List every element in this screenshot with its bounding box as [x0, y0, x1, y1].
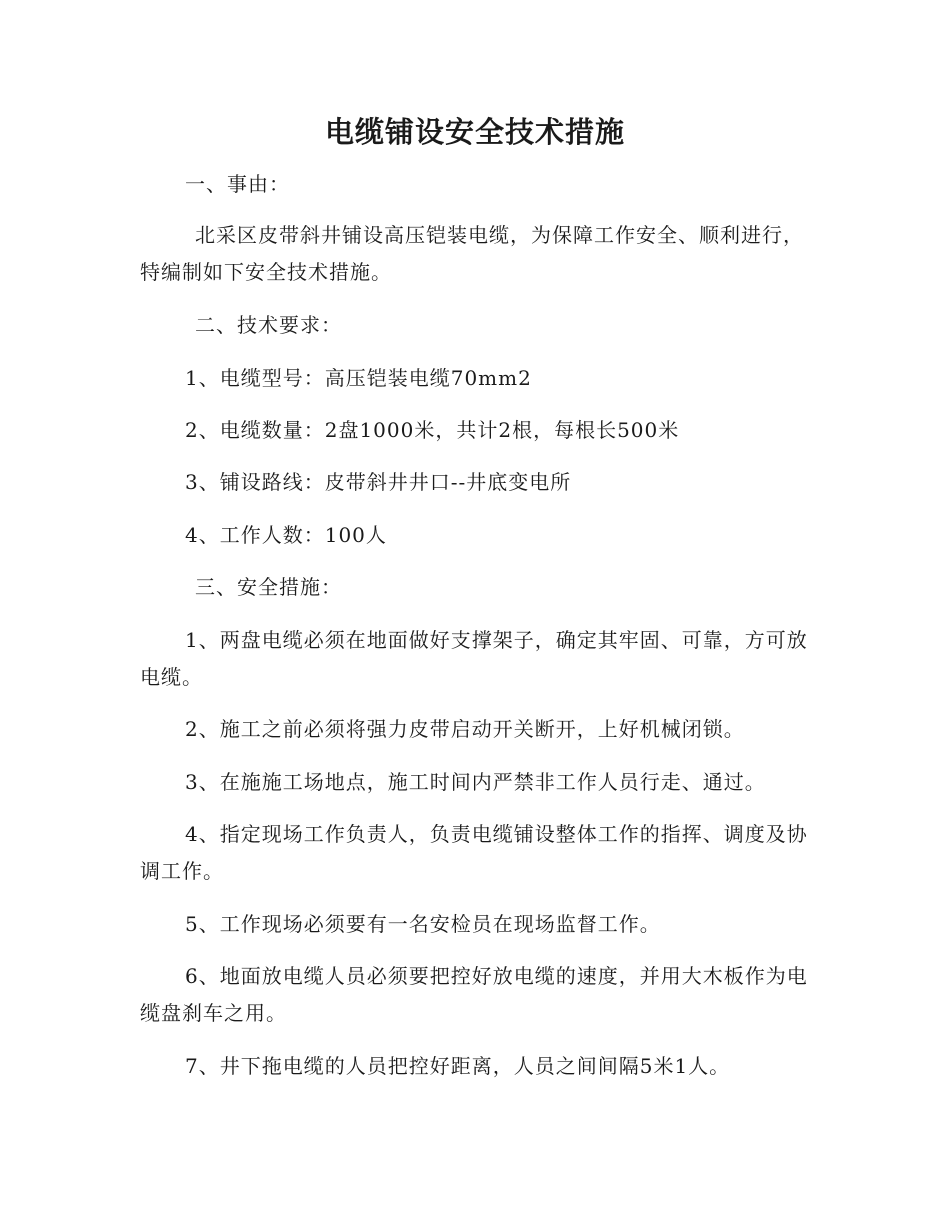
list-item-tech-2: 2、电缆数量：2盘1000米，共计2根，每根长500米 [185, 418, 680, 442]
document-title: 电缆铺设安全技术措施 [324, 115, 625, 149]
list-item-safety-1: 1、两盘电缆必须在地面做好支撑架子，确定其牢固、可靠，方可放电缆。 [140, 628, 808, 689]
list-item-tech-1: 1、电缆型号：高压铠装电缆70mm2 [185, 366, 532, 390]
section-heading-safety: 三、安全措施： [195, 575, 342, 599]
section-heading-tech: 二、技术要求： [195, 313, 342, 337]
list-item-tech-3: 3、铺设路线：皮带斜井井口--井底变电所 [185, 470, 572, 494]
paragraph-reason: 北采区皮带斜井铺设高压铠装电缆，为保障工作安全、顺利进行，特编制如下安全技术措施。 [140, 223, 804, 284]
list-item-safety-4: 4、指定现场工作负责人，负责电缆铺设整体工作的指挥、调度及协调工作。 [140, 822, 808, 883]
list-item-safety-5: 5、工作现场必须要有一名安检员在现场监督工作。 [185, 912, 661, 936]
list-item-tech-4: 4、工作人数：100人 [185, 523, 387, 547]
list-item-safety-6: 6、地面放电缆人员必须要把控好放电缆的速度，并用大木板作为电缆盘刹车之用。 [140, 964, 808, 1025]
list-item-safety-7: 7、井下拖电缆的人员把控好距离，人员之间间隔5米1人。 [185, 1054, 731, 1078]
section-heading-reason: 一、事由： [185, 172, 290, 196]
list-item-safety-2: 2、施工之前必须将强力皮带启动开关断开，上好机械闭锁。 [185, 717, 745, 741]
list-item-safety-3: 3、在施施工场地点，施工时间内严禁非工作人员行走、通过。 [185, 770, 766, 794]
